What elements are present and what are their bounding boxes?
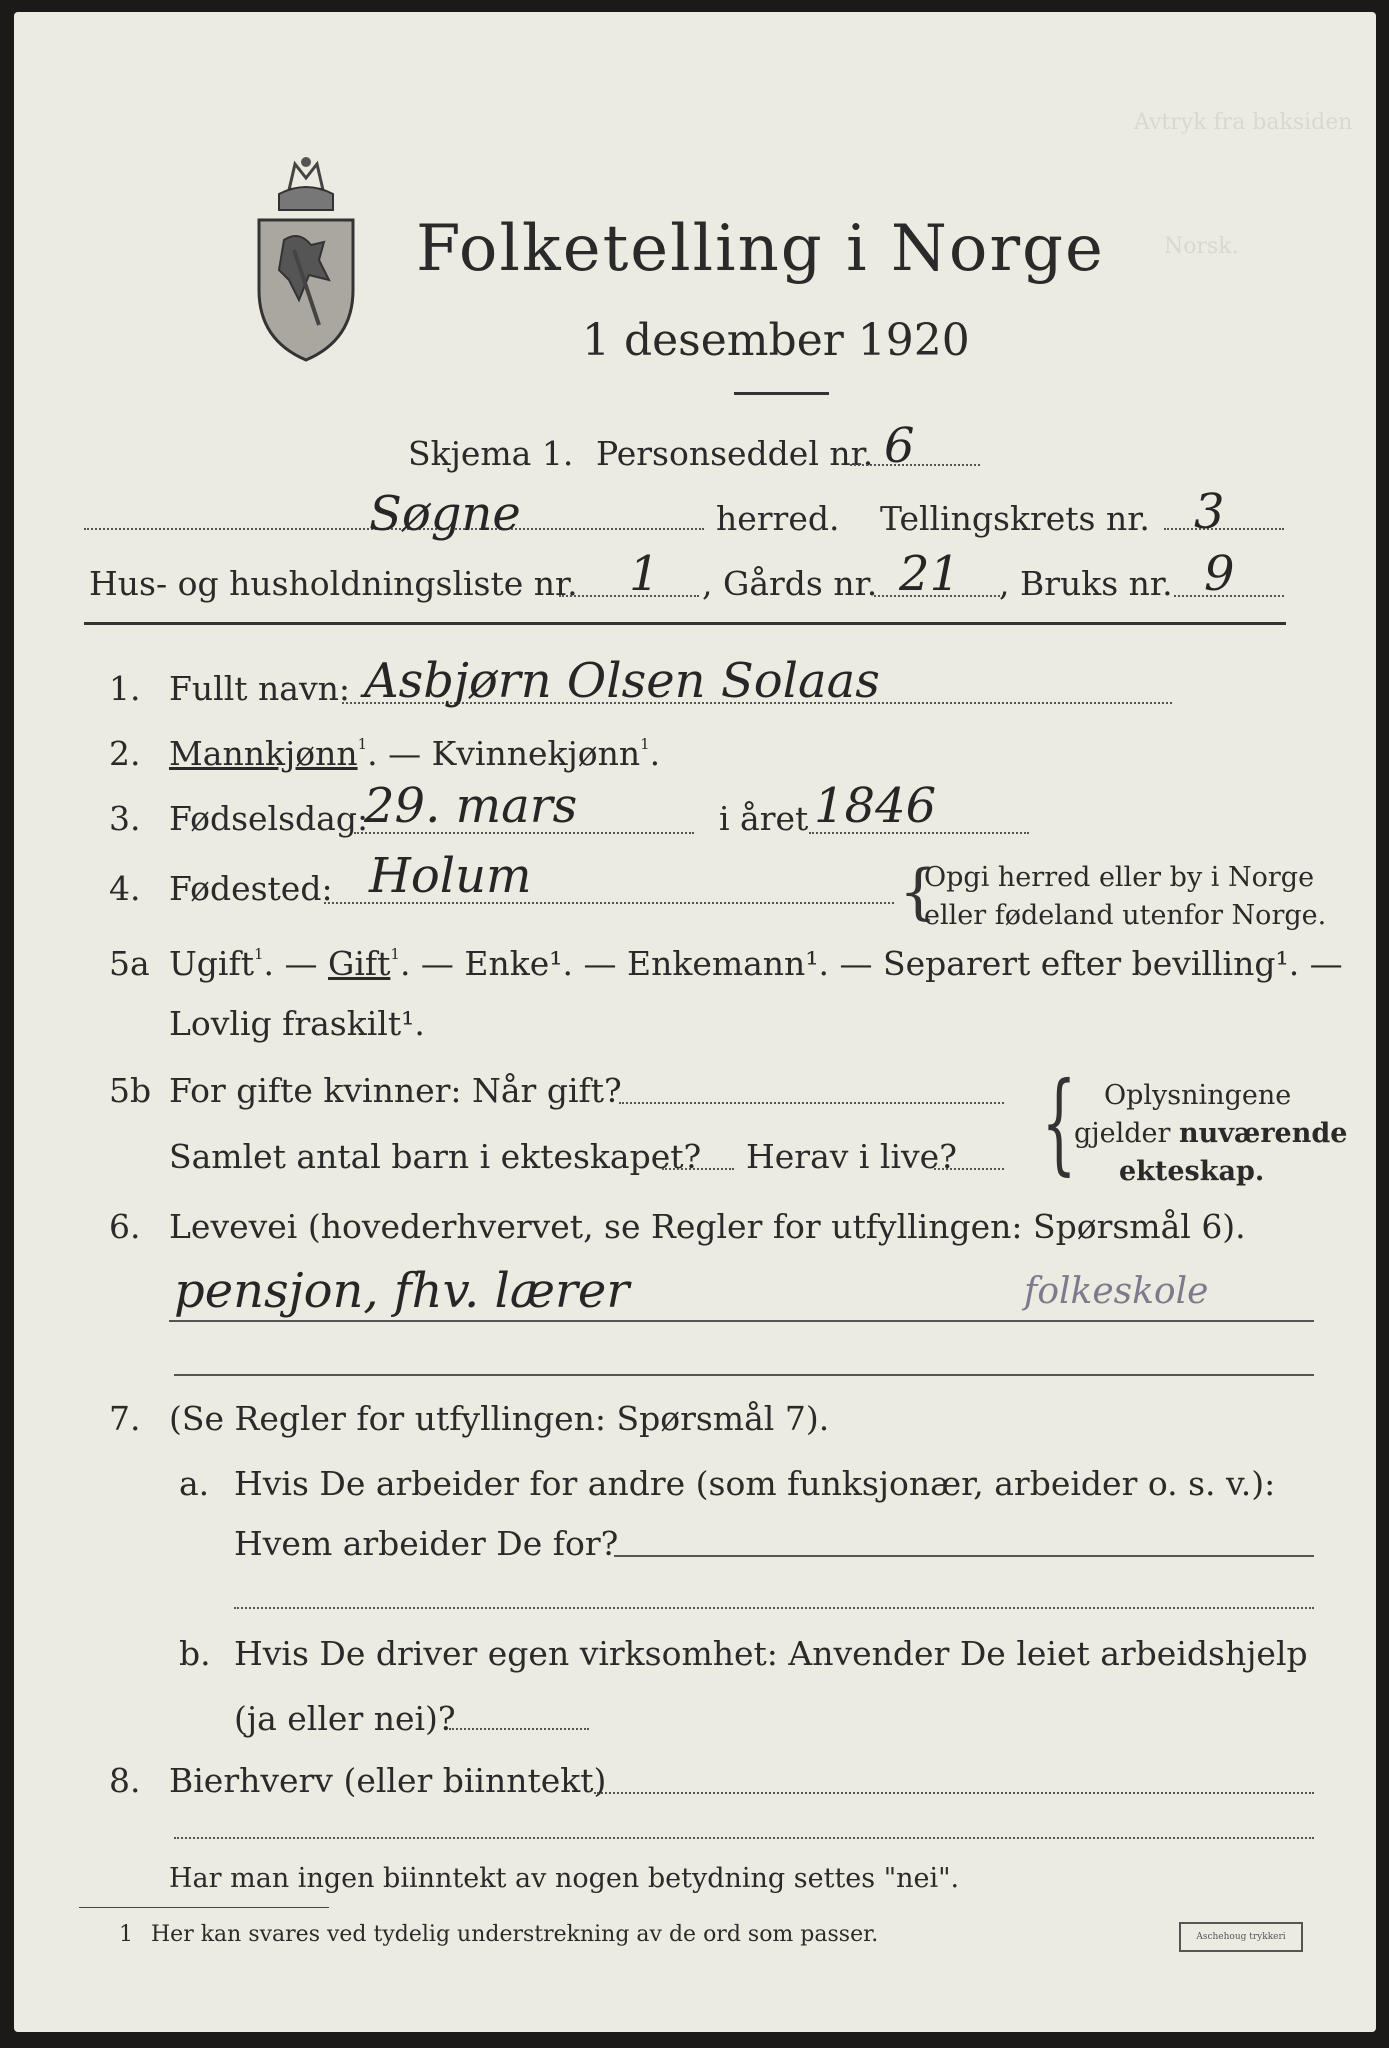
tellingskrets-value: 3	[1194, 484, 1225, 540]
q7-label: (Se Regler for utfyllingen: Spørsmål 7).	[169, 1399, 830, 1438]
q5b-note-1: Oplysningene	[1104, 1080, 1292, 1111]
q7b-number: b.	[179, 1634, 211, 1673]
q2-number: 2.	[109, 734, 141, 773]
q5a-number: 5a	[109, 944, 150, 983]
q8-number: 8.	[109, 1761, 141, 1800]
schema-label: Skjema 1.	[408, 434, 574, 473]
q2-male: Mannkjønn	[169, 734, 358, 773]
footnote-mark: 1	[119, 1922, 133, 1947]
gards-label: , Gårds nr.	[702, 564, 878, 603]
bruks-label: , Bruks nr.	[999, 564, 1173, 603]
q1-number: 1.	[109, 669, 141, 708]
personseddel-label: Personseddel nr.	[596, 434, 874, 473]
title-divider	[734, 392, 829, 395]
q5b-line1: For gifte kvinner: Når gift?	[169, 1071, 622, 1110]
q7a-number: a.	[179, 1464, 210, 1503]
personseddel-value: 6	[884, 418, 915, 474]
hus-label: Hus- og husholdningsliste nr.	[89, 564, 578, 603]
q4-value: Holum	[369, 848, 532, 904]
q5b-brace: {	[1041, 1058, 1077, 1186]
biinntekt-note: Har man ingen biinntekt av nogen betydning settes "nei".	[169, 1863, 960, 1894]
q1-label: Fullt navn:	[169, 669, 350, 708]
hus-value: 1	[629, 546, 660, 602]
printer-stamp: Aschehoug trykkeri	[1179, 1922, 1303, 1952]
tellingskrets-label: Tellingskrets nr.	[880, 499, 1150, 538]
q1-value: Asbjørn Olsen Solaas	[364, 653, 880, 709]
q2-options: Mannkjønn$^1$. — Kvinnekjønn$^1$.	[169, 734, 661, 773]
coat-of-arms-icon	[249, 150, 364, 365]
footnote-text: Her kan svares ved tydelig understrekning av de ord som passer.	[151, 1922, 879, 1947]
q3-value: 29. mars	[364, 778, 578, 834]
q3-year-value: 1846	[814, 778, 937, 834]
form-title: Folketelling i Norge	[416, 212, 1105, 286]
q3-year-label: i året	[719, 799, 809, 838]
q4-label: Fødested:	[169, 869, 333, 908]
q6-value-pencil: folkeskole	[1024, 1271, 1209, 1312]
q8-label: Bierhverv (eller biinntekt)	[169, 1761, 607, 1800]
q5b-note-3: ekteskap.	[1119, 1156, 1265, 1187]
q6-value: pensjon, fhv. lærer	[174, 1263, 630, 1319]
q5b-line2a: Samlet antal barn i ekteskapet?	[169, 1137, 702, 1176]
q6-number: 6.	[109, 1207, 141, 1246]
q3-label: Fødselsdag:	[169, 799, 369, 838]
q7a-line2: Hvem arbeider De for?	[234, 1524, 619, 1563]
q5a-options: Ugift$^1$. — Gift$^1$. — Enke¹. — Enkemann¹. — Separert efter bevilling¹. —	[169, 944, 1343, 983]
q7-number: 7.	[109, 1399, 141, 1438]
q5b-note-2: gjelder nuværende	[1074, 1118, 1348, 1149]
q4-number: 4.	[109, 869, 141, 908]
q5a-gift: Gift	[328, 944, 391, 983]
herred-label: herred.	[716, 499, 840, 538]
gards-value: 21	[899, 546, 961, 602]
q6-label: Levevei (hovederhvervet, se Regler for utfyllingen: Spørsmål 6).	[169, 1207, 1246, 1246]
header-rule	[84, 622, 1286, 625]
q7a-line1: Hvis De arbeider for andre (som funksjonær, arbeider o. s. v.):	[234, 1464, 1276, 1503]
bruks-value: 9	[1204, 546, 1235, 602]
q7b-line2: (ja eller nei)?	[234, 1699, 456, 1738]
q5b-line2b: Herav i live?	[746, 1137, 957, 1176]
q5b-number: 5b	[109, 1071, 152, 1110]
q7b-line1: Hvis De driver egen virksomhet: Anvender De leiet arbeidshjelp	[234, 1634, 1308, 1673]
census-form: Avtryk fra baksiden Norsk. Folketelling i Norge 1 desember 1920 Skjema 1. Personseddel nr. 6 Søgne herred. Tellingskrets nr. 3 Hus- og husholdningsliste nr. 1 , Gårds nr. 21 , Bruks nr. 9 1. Fullt navn: Asbjørn Olsen Solaas 2. Mannkjønn$^1$. — Kvinnekjønn$^1$. 3. Fødselsdag: 29. mars i året 1846 4. Fødested: Holum { Opgi herred eller by i Norge eller fødeland utenfor Norge. 5a Ugift$^1$. — Gift$^1$. — Enke¹. — Enkemann¹. — Separert efter bevilling¹. — Lovlig fraskilt¹. 5b For gifte kvinner: Når gift? Samlet antal barn i ekteskapet? Herav i live? { Oplysningene gjelder nuværende ekteskap. 6. Levevei (hovederhvervet, se Regler for utfyllingen: Spørsmål 6). pensjon, fhv. lærer folkeskole 7. (Se Regler for utfyllingen: Spørsmål 7). a. Hvis De arbeider for andre (som funksjonær, arbeider o. s. v.): Hvem arbeider De for? b. Hvis De driver egen virksomhet: Anvender De leiet arbeidshjelp (ja eller nei)? 8. Bierhverv (eller biinntekt) Har man ingen biinntekt av nogen betydning settes "nei". 1 Her kan svares ved tydelig understrekning av de ord som passer. Aschehoug trykkeri	[14, 12, 1376, 2032]
herred-value: Søgne	[369, 486, 521, 542]
q4-brace: {	[899, 857, 938, 927]
q3-number: 3.	[109, 799, 141, 838]
q4-note-2: eller fødeland utenfor Norge.	[924, 900, 1327, 931]
q2-female: Kvinnekjønn	[431, 734, 641, 773]
q5a-line2: Lovlig fraskilt¹.	[169, 1004, 425, 1043]
q4-note-1: Opgi herred eller by i Norge	[924, 862, 1315, 893]
form-date: 1 desember 1920	[582, 315, 970, 366]
